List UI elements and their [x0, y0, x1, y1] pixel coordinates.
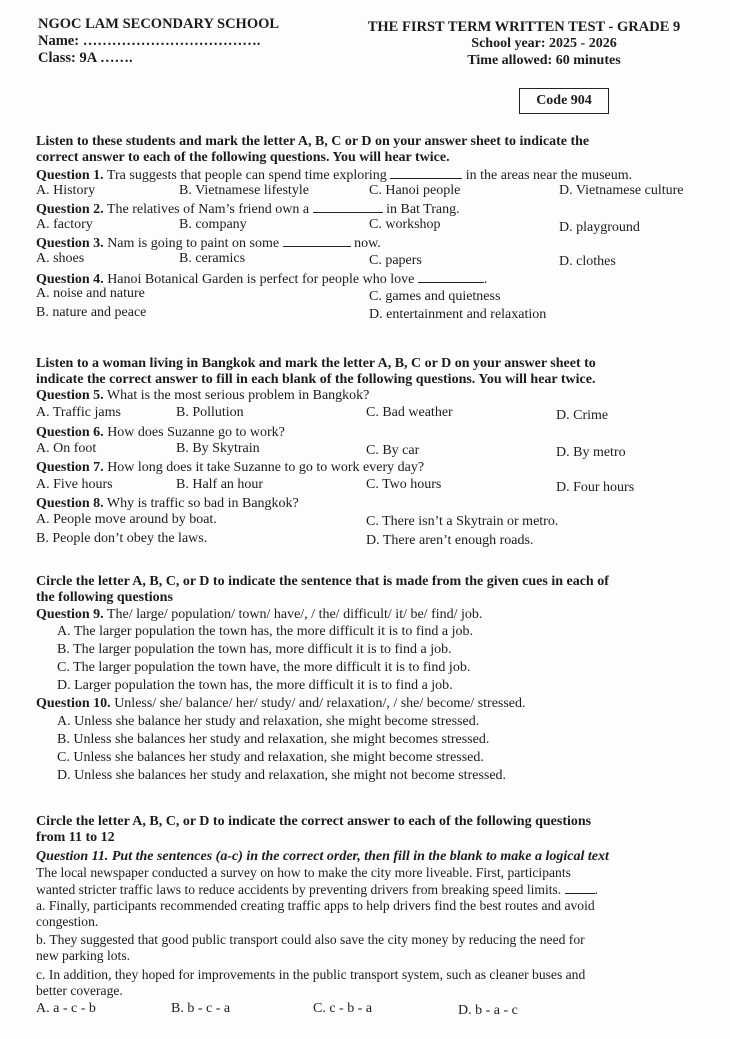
option-c[interactable]: C. workshop [369, 217, 441, 232]
student-name-line: Name: ………………………………. [38, 33, 261, 49]
option-d[interactable]: D. Vietnamese culture [559, 183, 684, 198]
test-title: THE FIRST TERM WRITTEN TEST - GRADE 9 [367, 19, 681, 35]
option-b[interactable]: B. Vietnamese lifestyle [179, 183, 309, 198]
question-text: The relatives of Nam’s friend own a [103, 202, 313, 217]
school-year: School year: 2025 - 2026 [471, 36, 617, 51]
section-3-instruction [36, 574, 701, 606]
option-b[interactable]: B. company [179, 217, 247, 232]
sentence-a-cont: congestion. [36, 914, 99, 929]
passage-text: wanted stricter traffic laws to reduce accidents by preventing drivers from breaking speed limits. [36, 882, 565, 897]
question-text: Tra suggests that people can spend time exploring [103, 168, 391, 183]
option-c[interactable]: C. papers [369, 253, 422, 268]
instruction-line: correct answer to each of the following questions. You will hear twice. [36, 150, 450, 165]
question-10-option-b-row [36, 732, 701, 750]
question-8 [36, 494, 701, 512]
question-text: How does Suzanne go to work? [103, 425, 285, 440]
school-info [38, 16, 279, 67]
question-7 [36, 458, 701, 477]
sentence-b-cont: new parking lots. [36, 948, 131, 963]
question-3 [36, 234, 701, 251]
option-c[interactable]: C. The larger population the town have, the more difficult it is to find job. [57, 660, 471, 675]
section-4-instruction [36, 814, 696, 846]
instruction-line: from 11 to 12 [36, 830, 115, 845]
question-label: Question 10. [36, 696, 111, 711]
question-8-options-row-2 [36, 529, 701, 546]
question-10-option-c-row [36, 750, 701, 768]
section-sentence-building [36, 574, 701, 786]
question-text: Nam is going to paint on some [103, 236, 283, 251]
option-a[interactable]: A. a - c - b [36, 1001, 96, 1016]
option-b[interactable]: B. ceramics [179, 251, 246, 266]
answer-blank[interactable] [565, 881, 595, 894]
option-b[interactable]: B. b - c - a [171, 1001, 231, 1016]
school-name: NGOC LAM SECONDARY SCHOOL [38, 16, 280, 32]
question-9-option-a-row [36, 624, 701, 642]
question-label: Question 7. [36, 460, 104, 475]
question-1 [36, 166, 701, 183]
option-a[interactable]: A. factory [36, 217, 93, 232]
question-9-option-c-row [36, 660, 701, 678]
section-listening-2 [36, 356, 701, 546]
question-label: Question 4. [36, 272, 104, 287]
question-text: now. [350, 236, 381, 251]
option-d[interactable]: D. playground [559, 220, 640, 235]
question-2 [36, 200, 701, 217]
question-7-options [36, 477, 701, 494]
question-9-option-d-row [36, 678, 701, 696]
question-text: The/ large/ population/ town/ have/, / the/ difficult/ it/ be/ find/ job. [103, 607, 483, 622]
instruction-line: Listen to these students and mark the letter A, B, C or D on your answer sheet to indicate the [36, 134, 590, 149]
option-a[interactable]: A. The larger population the town has, the more difficult it is to find a job. [57, 624, 474, 639]
time-allowed: Time allowed: 60 minutes [467, 53, 621, 68]
question-label: Question 1. [36, 168, 104, 183]
sentence-c: c. In addition, they hoped for improvements in the public transport system, such as cleaner buses and [36, 967, 586, 982]
question-4-options-row-1 [36, 286, 701, 303]
instruction-line: Circle the letter A, B, C, or D to indicate the sentence that is made from the given cues in each of [36, 574, 609, 589]
passage-line: The local newspaper conducted a survey on how to make the city more liveable. First, participants [36, 865, 571, 880]
option-a[interactable]: A. People move around by boat. [36, 512, 217, 527]
option-c[interactable]: C. By car [366, 443, 420, 458]
question-text: How long does it take Suzanne to go to work every day? [103, 460, 425, 475]
question-3-options [36, 251, 701, 268]
question-text: Why is traffic so bad in Bangkok? [103, 496, 299, 511]
question-text: . [483, 272, 488, 287]
option-b[interactable]: B. The larger population the town has, more difficult it is to find a job. [57, 642, 452, 657]
question-text: What is the most serious problem in Bangkok? [103, 388, 370, 403]
question-label: Question 11. Put the sentences (a-c) in the correct order, then fill in the blank to make a logical text [36, 849, 609, 864]
passage-text: . [594, 882, 598, 897]
question-2-options [36, 217, 701, 234]
option-b[interactable]: B. Unless she balances her study and relaxation, she might becomes stressed. [57, 732, 490, 747]
question-4-options-row-2 [36, 303, 701, 320]
option-c[interactable]: C. games and quietness [369, 289, 501, 304]
option-c[interactable]: C. Hanoi people [369, 183, 461, 198]
option-c[interactable]: C. c - b - a [313, 1001, 373, 1016]
answer-blank[interactable] [418, 270, 484, 283]
answer-blank[interactable] [283, 234, 351, 247]
option-d[interactable]: D. Crime [556, 408, 609, 423]
sentence-b: b. They suggested that good public transport could also save the city money by reducing the need for [36, 932, 585, 947]
option-a[interactable]: A. Traffic jams [36, 405, 121, 420]
question-9 [36, 606, 701, 624]
passage-line [36, 881, 696, 898]
question-text: in Bat Trang. [382, 202, 460, 217]
section-2-instruction [36, 356, 701, 388]
question-10-option-a-row [36, 714, 701, 732]
question-label: Question 3. [36, 236, 104, 251]
option-d[interactable]: D. clothes [559, 254, 616, 269]
question-label: Question 2. [36, 202, 104, 217]
section-text-ordering [36, 814, 696, 1018]
sentence-a: a. Finally, participants recommended creating traffic apps to help drivers find the best routes and avoid [36, 898, 595, 913]
question-label: Question 6. [36, 425, 104, 440]
option-a[interactable]: A. Five hours [36, 477, 113, 492]
option-d[interactable]: D. Four hours [556, 480, 635, 495]
class-line: Class: 9A ……. [38, 50, 133, 66]
instruction-line: indicate the correct answer to fill in each blank of the following questions. You will hear twice. [36, 372, 596, 387]
option-c[interactable]: C. Unless she balances her study and relaxation, she might become stressed. [57, 750, 484, 765]
option-b[interactable]: B. nature and peace [36, 305, 147, 320]
option-b[interactable]: B. People don’t obey the laws. [36, 531, 208, 546]
question-text: in the areas near the museum. [462, 168, 633, 183]
question-label: Question 8. [36, 496, 104, 511]
question-10-option-d-row [36, 768, 701, 786]
section-listening-1 [36, 134, 701, 320]
question-11 [36, 846, 696, 865]
option-b[interactable]: B. Pollution [176, 405, 244, 420]
question-11-options [36, 1001, 696, 1018]
question-8-options-row-1 [36, 512, 701, 529]
question-6-options [36, 441, 701, 458]
option-c[interactable]: C. There isn’t a Skytrain or metro. [366, 514, 559, 529]
sentence-c-cont: better coverage. [36, 983, 123, 998]
option-a[interactable]: A. noise and nature [36, 286, 145, 301]
question-6 [36, 422, 701, 441]
instruction-line: Listen to a woman living in Bangkok and mark the letter A, B, C or D on your answer sheet to [36, 356, 596, 371]
option-c[interactable]: C. Bad weather [366, 405, 453, 420]
option-c[interactable]: C. Two hours [366, 477, 442, 492]
question-5 [36, 388, 701, 405]
option-d[interactable]: D. Larger population the town has, the more difficult it is to find a job. [57, 678, 453, 693]
question-label: Question 5. [36, 388, 104, 403]
answer-blank[interactable] [390, 166, 462, 179]
option-d[interactable]: D. b - a - c [458, 1003, 518, 1018]
option-d[interactable]: D. entertainment and relaxation [369, 307, 547, 322]
question-10 [36, 696, 701, 714]
question-9-option-b-row [36, 642, 701, 660]
option-d[interactable]: D. There aren’t enough roads. [366, 533, 534, 548]
question-1-options [36, 183, 701, 200]
question-11-passage [36, 865, 696, 999]
question-text: Unless/ she/ balance/ her/ study/ and/ relaxation/, / she/ become/ stressed. [110, 696, 526, 711]
instruction-line: the following questions [36, 590, 173, 605]
question-text: Hanoi Botanical Garden is perfect for people who love [103, 272, 418, 287]
option-a[interactable]: A. On foot [36, 441, 97, 456]
question-4 [36, 268, 701, 286]
question-label: Question 9. [36, 607, 104, 622]
option-a[interactable]: A. History [36, 183, 96, 198]
option-b[interactable]: B. By Skytrain [176, 441, 260, 456]
option-a[interactable]: A. Unless she balance her study and relaxation, she might become stressed. [57, 714, 480, 729]
test-info [344, 19, 704, 70]
section-1-instruction [36, 134, 701, 166]
option-b[interactable]: B. Half an hour [176, 477, 264, 492]
option-d[interactable]: D. By metro [556, 445, 626, 460]
exam-code-box: Code 904 [519, 88, 609, 114]
option-a[interactable]: A. shoes [36, 251, 85, 266]
answer-blank[interactable] [313, 200, 383, 213]
option-d[interactable]: D. Unless she balances her study and relaxation, she might not become stressed. [57, 768, 507, 783]
question-5-options [36, 405, 701, 422]
instruction-line: Circle the letter A, B, C, or D to indicate the correct answer to each of the following questions [36, 814, 592, 829]
